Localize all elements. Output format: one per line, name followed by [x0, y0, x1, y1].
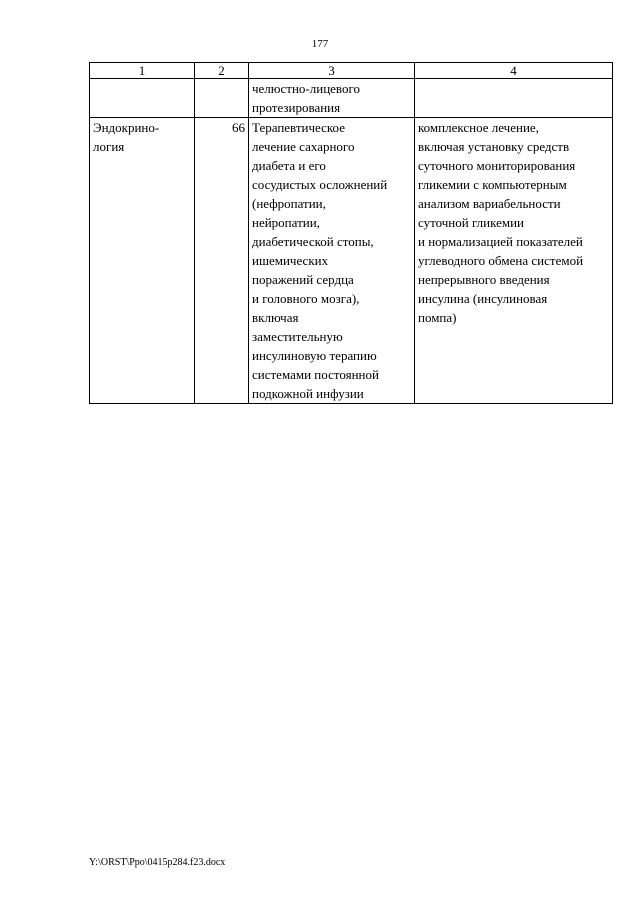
services-table — [89, 62, 613, 404]
column-header-2: 2 — [195, 63, 249, 79]
text-line: сосудистых осложнений — [252, 177, 388, 192]
text-line: протезирования — [252, 100, 341, 115]
text-line: включая установку средств — [418, 139, 570, 154]
row2-care-type-cell — [249, 118, 415, 404]
text-line: комплексное лечение, — [418, 120, 539, 135]
text-line: инсулиновую терапию — [252, 348, 377, 363]
text-line: анализом вариабельности — [418, 196, 561, 211]
text-line: логия — [93, 139, 125, 154]
text-line: системами постоянной — [252, 367, 379, 382]
row1-care-type-cell — [249, 79, 415, 118]
text-line: челюстно-лицевого — [252, 81, 360, 96]
footer-file-path: Y:\ORST\Ppo\0415p284.f23.docx — [89, 857, 226, 868]
column-header-3: 3 — [249, 63, 415, 79]
text-line: инсулина (инсулиновая — [418, 291, 548, 306]
text-line: суточного мониторирования — [418, 158, 576, 173]
row1-method-cell — [415, 79, 613, 118]
text-line: суточной гликемии — [418, 215, 524, 230]
text-line: подкожной инфузии — [252, 386, 364, 401]
text-line: лечение сахарного — [252, 139, 355, 154]
column-header-1: 1 — [90, 63, 195, 79]
text-line: ишемических — [252, 253, 329, 268]
text-line: и нормализацией показателей — [418, 234, 583, 249]
text-line: диабетической стопы, — [252, 234, 374, 249]
row1-profile-cell — [90, 79, 195, 118]
text-line: поражений сердца — [252, 272, 354, 287]
row2-group-number-cell: 66 — [195, 118, 249, 404]
text-line: Терапевтическое — [252, 120, 345, 135]
text-line: нейропатии, — [252, 215, 320, 230]
page-number: 177 — [311, 38, 329, 50]
table-header-row — [90, 63, 613, 79]
row1-group-number-cell — [195, 79, 249, 118]
text-line: (нефропатии, — [252, 196, 326, 211]
text-line: непрерывного введения — [418, 272, 550, 287]
text-line: углеводного обмена системой — [418, 253, 584, 268]
text-line: заместительную — [252, 329, 343, 344]
column-header-4: 4 — [415, 63, 613, 79]
text-line: гликемии с компьютерным — [418, 177, 567, 192]
text-line: и головного мозга), — [252, 291, 360, 306]
text-line: помпа) — [418, 310, 457, 325]
text-line: диабета и его — [252, 158, 326, 173]
row2-method-cell — [415, 118, 613, 404]
row2-profile-cell — [90, 118, 195, 404]
text-line: Эндокрино- — [93, 120, 160, 135]
text-line: включая — [252, 310, 299, 325]
table-row — [90, 79, 613, 118]
table-row — [90, 118, 613, 404]
